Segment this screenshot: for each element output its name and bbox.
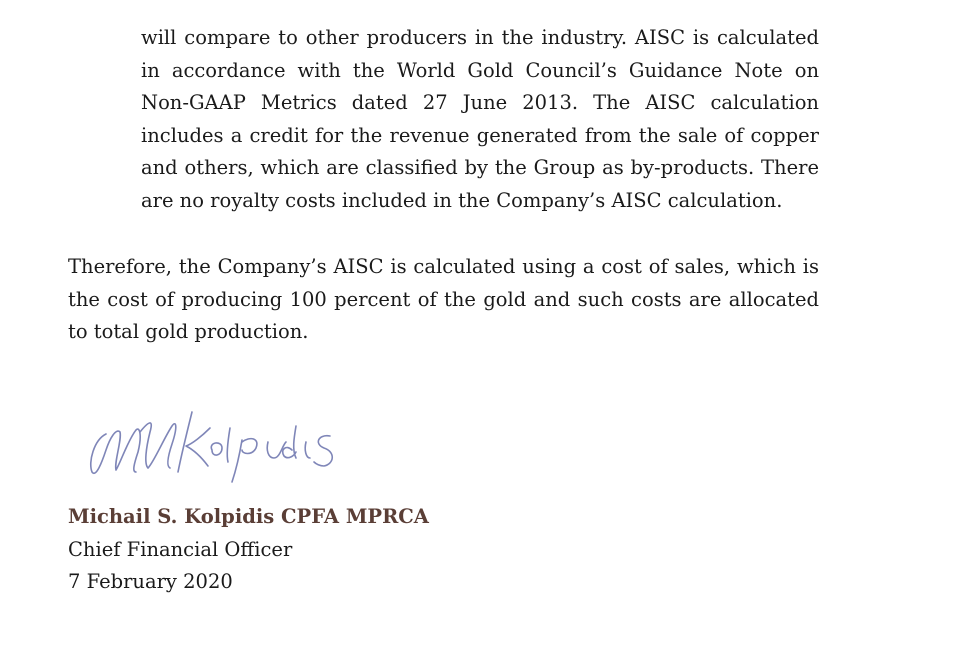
handwritten-signature	[84, 392, 384, 487]
signer-name: Michail S. Kolpidis CPFA MPRCA	[68, 505, 429, 528]
signature-date: 7 February 2020	[68, 570, 233, 593]
conclusion-paragraph: Therefore, the Company’s AISC is calculated using a cost of sales, which is the cost of producing 100 percent of the gold and such costs are allocated to total gold production.	[68, 255, 819, 344]
signature-block	[68, 501, 429, 599]
signer-title: Chief Financial Officer	[68, 537, 293, 561]
indented-paragraph: will compare to other producers in the industry. AISC is calculated in accordance with the World Gold Council’s Guidance Note on Non-GAAP Metrics dated 27 June 2013. The AISC calculation includes a credit for the revenue generated from the sale of copper and others, which are classified by the Group as by-products. There are no royalty costs included in the Company’s AISC calculation.	[141, 26, 819, 212]
